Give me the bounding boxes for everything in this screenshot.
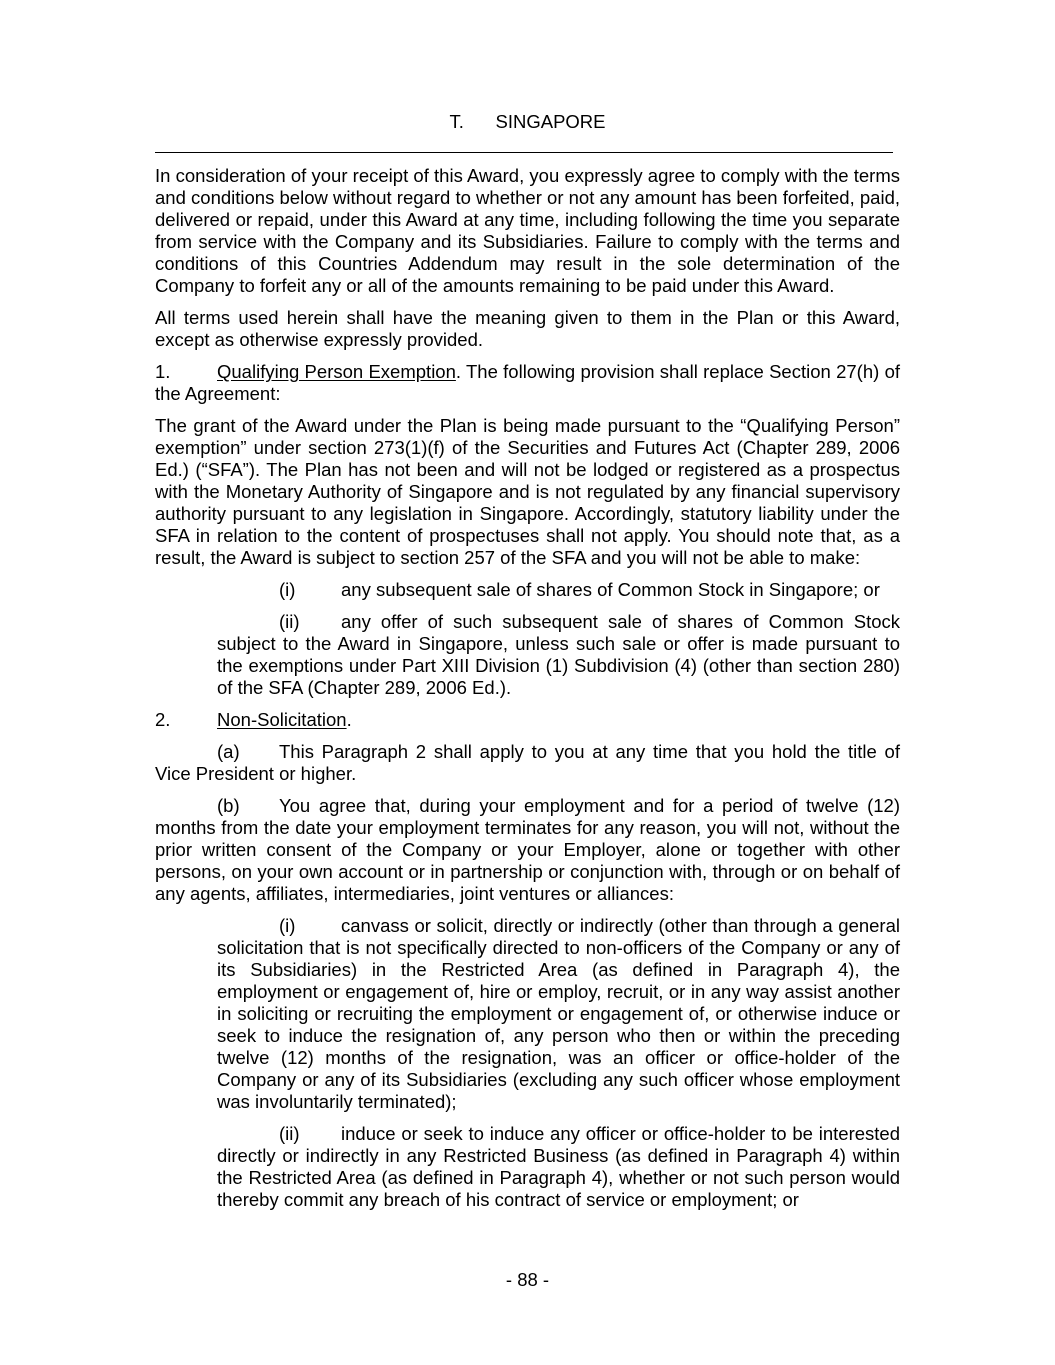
item-text: any subsequent sale of shares of Common Stock in Singapore; or — [341, 579, 880, 600]
para-label: (a) — [217, 741, 240, 762]
section-2-heading — [155, 709, 900, 731]
section-2-para-a — [155, 741, 900, 785]
item-text: canvass or solicit, directly or indirectly (other than through a general solicitation that is not specifically directed to non-officers of the Company or any of its Subsidiaries) in the Restricted Area (as defined in Paragraph 4), the employment or engagement of, hire or employ, recruit, or in any way assist another in soliciting or recruiting the employment or engagement of, or otherwise induce or seek to induce the resignation of, any person who then or within the preceding twelve (12) months of the resignation, was an officer or office-holder of the Company or any of its Subsidiaries (excluding any such officer whose employment was involuntarily terminated); — [217, 915, 900, 1112]
section-2-para-b — [155, 795, 900, 905]
section-1-title: Qualifying Person Exemption — [217, 361, 456, 382]
item-text: any offer of such subsequent sale of shares of Common Stock subject to the Award in Singapore, unless such sale or offer is made pursuant to the exemptions under Part XIII Division (1) Subdivision (4) (other than section 280) of the SFA (Chapter 289, 2006 Ed.). — [217, 611, 900, 698]
item-label: (i) — [279, 579, 296, 600]
section-2-title: Non-Solicitation — [217, 709, 347, 730]
para-label: (b) — [217, 795, 240, 816]
document-body — [155, 165, 900, 1221]
item-text: induce or seek to induce any officer or office-holder to be interested directly or indirectly in any Restricted Business (as defined in Paragraph 4) within the Restricted Area (as defined in Paragraph 4), whether or not such person would thereby commit any breach of his contract of service or employment; or — [217, 1123, 900, 1210]
section-2-item-i — [217, 915, 900, 1113]
page-number: - 88 - — [505, 1269, 550, 1290]
section-2-number: 2. — [155, 709, 171, 730]
section-1-heading — [155, 361, 900, 405]
heading-rule — [155, 152, 893, 153]
section-1-item-i — [217, 579, 900, 601]
item-label: (ii) — [279, 611, 300, 632]
section-1-number: 1. — [155, 361, 171, 382]
para-text: This Paragraph 2 shall apply to you at any time that you hold the title of Vice President or higher. — [155, 741, 900, 784]
section-1-item-ii — [217, 611, 900, 699]
section-2-title-rest: . — [346, 709, 352, 730]
para-text: You agree that, during your employment and for a period of twelve (12) months from the date your employment terminates for any reason, you will not, without the prior written consent of the Company or your Employer, alone or together with other persons, on your own account or in partnership or conjunction with, through or on behalf of any agents, affiliates, intermediaries, joint ventures or alliances: — [155, 795, 900, 904]
section-1-title-rest: . The following provision shall replace Section 27(h) of the Agreement: — [155, 361, 900, 404]
section-letter: T. — [449, 111, 464, 132]
item-label: (i) — [279, 915, 296, 936]
intro-paragraph-1: In consideration of your receipt of this Award, you expressly agree to comply with the terms and conditions below without regard to whether or not any amount has been forfeited, paid, delivered or repaid, under this Award at any time, including following the time you separate from service with the Company and its Subsidiaries. Failure to comply with the terms and conditions of this Countries Addendum may result in the sole determination of the Company to forfeit any or all of the amounts remaining to be paid under this Award. — [155, 165, 900, 296]
section-2-item-ii — [217, 1123, 900, 1211]
section-title: SINGAPORE — [495, 111, 606, 132]
section-1-body: The grant of the Award under the Plan is being made pursuant to the “Qualifying Person” exemption” under section 273(1)(f) of the Securities and Futures Act (Chapter 289, 2006 Ed.) (“SFA”). The Plan has not been and will not be lodged or registered as a prospectus with the Monetary Authority of Singapore and is not regulated by any financial supervisory authority pursuant to any legislation in Singapore. Accordingly, statutory liability under the SFA in relation to the content of prospectuses shall not apply. You should note that, as a result, the Award is subject to section 257 of the SFA and you will not be able to make: — [155, 415, 900, 568]
intro-paragraph-2: All terms used herein shall have the meaning given to them in the Plan or this Award, except as otherwise expressly provided. — [155, 307, 900, 350]
item-label: (ii) — [279, 1123, 300, 1144]
section-heading — [0, 111, 1055, 133]
